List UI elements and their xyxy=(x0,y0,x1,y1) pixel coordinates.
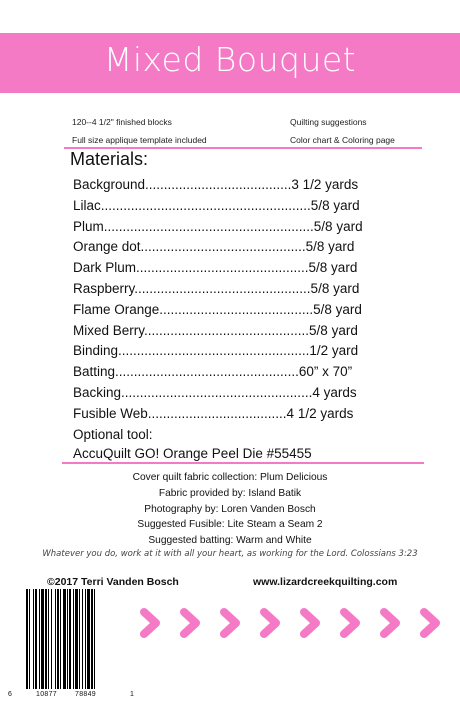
credits-block xyxy=(0,470,460,549)
info-line: Quilting suggestions xyxy=(290,117,367,127)
material-item: Background.......................................3 1/2 yards xyxy=(73,177,359,192)
chevron-right-icon xyxy=(304,612,316,634)
material-item: Dark Plum..............................................5/8 yard xyxy=(73,260,358,276)
info-line: 120--4 1/2" finished blocks xyxy=(72,117,172,127)
website: www.lizardcreekquilting.com xyxy=(253,576,398,588)
chevron-right-icon xyxy=(144,612,156,634)
info-right xyxy=(290,113,395,149)
barcode xyxy=(26,589,128,693)
credit-line: Cover quilt fabric collection: Plum Delicious xyxy=(132,472,328,483)
credit-line: Suggested Fusible: Lite Steam a Seam 2 xyxy=(137,519,323,531)
barcode-digit: 1 xyxy=(130,691,135,698)
pattern-title: Mixed Bouquet xyxy=(103,40,357,79)
material-item: Orange dot............................................5/8 yard xyxy=(73,239,355,255)
info-line: Full size applique template included xyxy=(72,135,207,145)
material-item: Binding...................................................1/2 yard xyxy=(73,343,359,359)
material-item: Mixed Berry............................................5/8 yard xyxy=(73,322,358,338)
copyright: ©2017 Terri Vanden Bosch xyxy=(47,576,179,588)
credit-line: Fabric provided by: Island Batik xyxy=(158,487,302,499)
credit-line: Photography by: Loren Vanden Bosch xyxy=(144,503,316,515)
chevron-right-icon xyxy=(424,612,436,634)
material-item: Batting.................................................60” x 70” xyxy=(73,364,353,380)
barcode-digit: 78849 xyxy=(75,691,96,698)
material-item: Backing...................................................4 yards xyxy=(73,384,357,400)
chevron-right-icon xyxy=(184,612,196,634)
barcode-digit: 6 xyxy=(8,691,13,698)
barcode-digit: 10877 xyxy=(36,691,57,698)
materials-heading: Materials: xyxy=(70,149,149,169)
info-line: Color chart & Coloring page xyxy=(290,135,395,145)
chevron-right-icon xyxy=(224,612,236,634)
chevron-right-icon xyxy=(344,612,356,634)
material-item: Plum........................................................5/8 yard xyxy=(73,218,363,234)
material-item: Raspberry...............................................5/8 yard xyxy=(73,280,360,296)
credit-line: Suggested batting: Warm and White xyxy=(148,535,312,547)
optional-tool-item: AccuQuilt GO! Orange Peel Die #55455 xyxy=(73,445,312,461)
material-item: Lilac........................................................5/8 yard xyxy=(73,197,360,213)
material-item: Fusible Web.....................................4 1/2 yards xyxy=(73,405,354,421)
chevron-right-icon xyxy=(384,612,396,634)
chevron-right-icon xyxy=(264,612,276,634)
chevron-arrows xyxy=(132,600,452,646)
info-left xyxy=(72,113,207,149)
materials-list xyxy=(73,175,433,463)
barcode-bars xyxy=(26,589,128,689)
material-item: Flame Orange.........................................5/8 yard xyxy=(73,301,362,317)
scripture-quote: Whatever you do, work at it with all your heart, as working for the Lord. Colossians 3:23 xyxy=(42,549,418,559)
divider-bottom xyxy=(62,462,424,464)
optional-tool-heading: Optional tool: xyxy=(73,426,153,442)
